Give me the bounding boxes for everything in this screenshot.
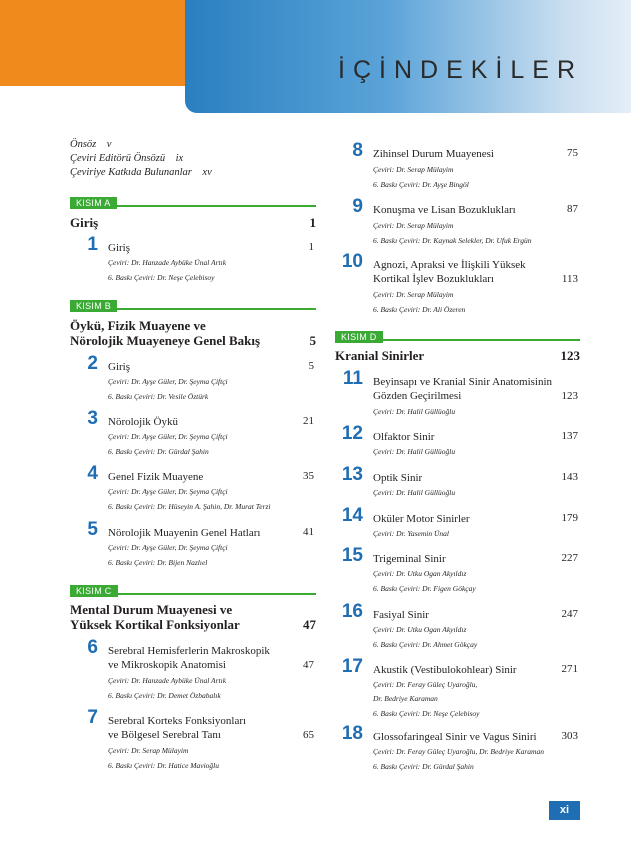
chapter-credit: Çeviri: Dr. Ayşe Güler, Dr. Şeyma Çiftçi <box>108 487 228 496</box>
chapter-credit: Çeviri: Dr. Serap Mülayim <box>108 746 189 755</box>
chapter-page: 75 <box>567 147 578 159</box>
chapter-title[interactable]: Fasiyal Sinir <box>373 609 429 621</box>
chapter-number: 8 <box>352 140 363 161</box>
chapter-number: 7 <box>87 707 98 728</box>
chapter-page: 143 <box>561 471 578 483</box>
header-orange-block <box>0 0 185 86</box>
chapter-title[interactable]: Olfaktor Sinir <box>373 431 435 443</box>
chapter-title[interactable]: Oküler Motor Sinirler <box>373 513 470 525</box>
chapter-number: 12 <box>341 423 363 444</box>
chapter-number: 13 <box>341 464 363 485</box>
chapter-credit: Çeviri: Dr. Serap Mülayim <box>373 221 454 230</box>
section-title-kranial[interactable]: Kranial Sinirler <box>335 348 425 363</box>
chapter-number: 16 <box>341 601 363 622</box>
kisim-a-label: KISIM A <box>70 197 117 209</box>
kisim-d-label: KISIM D <box>335 331 383 343</box>
chapter-number: 6 <box>87 637 98 658</box>
section-title-mental[interactable]: Mental Durum Muayenesi ve Yüksek Kortikal Fonksiyonlar <box>70 602 240 632</box>
chapter-credit: Çeviri: Dr. Ayşe Güler, Dr. Şeyma Çiftçi <box>108 432 228 441</box>
chapter-page: 41 <box>303 526 314 538</box>
section-page: 5 <box>309 333 316 348</box>
chapter-credit: Çeviri: Dr. Halil Güllüoğlu <box>373 407 456 416</box>
chapter-credit: 6. Baskı Çeviri: Dr. Figen Gökçay <box>373 584 476 593</box>
chapter-page: 47 <box>303 659 314 671</box>
chapter-credit: Çeviri: Dr. Feray Güleç Uyaroğlu, <box>373 680 478 689</box>
chapter-page: 87 <box>567 203 578 215</box>
chapter-number: 18 <box>341 723 363 744</box>
kisim-c-label: KISIM C <box>70 585 118 597</box>
chapter-title[interactable]: Genel Fizik Muayene <box>108 471 204 483</box>
chapter-number: 9 <box>352 196 363 217</box>
kisim-a-bar <box>70 193 316 207</box>
chapter-credit: Çeviri: Dr. Ayşe Güler, Dr. Şeyma Çiftçi <box>108 543 228 552</box>
chapter-page: 1 <box>308 241 314 253</box>
chapter-title[interactable]: Trigeminal Sinir <box>373 553 446 565</box>
page-number-badge: xi <box>549 801 580 820</box>
section-page: 123 <box>560 348 580 363</box>
chapter-number: 5 <box>87 519 98 540</box>
chapter-credit: Çeviri: Dr. Halil Güllüoğlu <box>373 488 456 497</box>
chapter-credit: 6. Baskı Çeviri: Dr. Hatice Mavioğlu <box>108 761 220 770</box>
chapter-title[interactable]: Optik Sinir <box>373 472 423 484</box>
chapter-page: 179 <box>561 512 578 524</box>
page-title: İÇİNDEKİLER <box>338 56 583 84</box>
chapter-number: 4 <box>87 463 98 484</box>
chapter-number: 10 <box>341 251 363 272</box>
chapter-credit: 6. Baskı Çeviri: Dr. Bijen Nazlıel <box>108 558 208 567</box>
chapter-title[interactable]: Glossofaringeal Sinir ve Vagus Siniri <box>373 731 537 743</box>
kisim-d-bar <box>335 327 580 341</box>
chapter-title[interactable]: Giriş <box>108 361 130 373</box>
chapter-page: 247 <box>561 608 578 620</box>
chapter-title[interactable]: Serebral Korteks Fonksiyonları ve Bölgesel Serebral Tanı <box>108 715 247 741</box>
chapter-title[interactable]: Konuşma ve Lisan Bozuklukları <box>373 204 516 216</box>
chapter-page: 137 <box>561 430 578 442</box>
kisim-b-label: KISIM B <box>70 300 117 312</box>
chapter-credit: Çeviri: Dr. Utku Ogan Akyıldız <box>373 625 467 634</box>
chapter-page: 35 <box>303 470 314 482</box>
chapter-page: 271 <box>561 663 578 675</box>
chapter-number: 2 <box>87 353 98 374</box>
chapter-page: 5 <box>308 360 314 372</box>
chapter-credit: Çeviri: Dr. Hanzade Aybüke Ünal Artık <box>108 676 227 685</box>
kisim-b-bar <box>70 296 316 310</box>
chapter-credit: Çeviri: Dr. Ayşe Güler, Dr. Şeyma Çiftçi <box>108 377 228 386</box>
chapter-credit: Çeviri: Dr. Hanzade Aybüke Ünal Artık <box>108 258 227 267</box>
chapter-title[interactable]: Nörolojik Öykü <box>108 416 178 428</box>
front-matter-ceviri-editoru[interactable]: Çeviri Editörü Önsözü ix <box>70 153 184 164</box>
chapter-page: 123 <box>561 390 578 402</box>
chapter-credit: 6. Baskı Çeviri: Dr. Gürdal Şahin <box>373 762 474 771</box>
chapter-credit: 6. Baskı Çeviri: Dr. Ali Özeren <box>373 305 466 314</box>
front-matter-katkida[interactable]: Çeviriye Katkıda Bulunanlar xv <box>70 167 212 178</box>
chapter-page: 113 <box>561 273 578 285</box>
chapter-title[interactable]: Akustik (Vestibulokohlear) Sinir <box>373 664 517 676</box>
chapter-credit: Çeviri: Dr. Yasemin Ünal <box>373 529 449 538</box>
section-page: 47 <box>303 617 316 632</box>
chapter-credit: 6. Baskı Çeviri: Dr. Neşe Çelebisoy <box>108 273 215 282</box>
chapter-credit: 6. Baskı Çeviri: Dr. Ahmet Gökçay <box>373 640 478 649</box>
chapter-credit: 6. Baskı Çeviri: Dr. Neşe Çelebisoy <box>373 709 480 718</box>
chapter-number: 11 <box>342 368 363 389</box>
chapter-credit: Çeviri: Dr. Halil Güllüoğlu <box>373 447 456 456</box>
section-title-giris[interactable]: Giriş <box>70 215 99 230</box>
chapter-credit: Çeviri: Dr. Serap Mülayim <box>373 290 454 299</box>
section-title-oyku[interactable]: Öykü, Fizik Muayene ve Nörolojik Muayeneye Genel Bakış <box>70 318 261 348</box>
chapter-page: 21 <box>303 415 314 427</box>
chapter-title[interactable]: Nörolojik Muayenin Genel Hatları <box>108 527 261 539</box>
chapter-number: 3 <box>87 408 98 429</box>
chapter-title[interactable]: Giriş <box>108 242 130 254</box>
chapter-title[interactable]: Beyinsapı ve Kranial Sinir Anatomisinin Gözden Geçirilmesi <box>373 376 553 402</box>
chapter-number: 17 <box>341 656 363 677</box>
chapter-number: 14 <box>341 505 363 526</box>
chapter-credit: Çeviri: Dr. Serap Mülayim <box>373 165 454 174</box>
chapter-credit: 6. Baskı Çeviri: Dr. Kaynak Selekler, Dr. Ufuk Ergün <box>373 236 532 245</box>
chapter-credit: Çeviri: Dr. Feray Güleç Uyaroğlu, Dr. Bedriye Karaman <box>373 747 544 756</box>
front-matter-onsoz[interactable]: Önsöz v <box>70 139 112 150</box>
chapter-credit: Dr. Bedriye Karaman <box>373 694 438 703</box>
chapter-title[interactable]: Agnozi, Apraksi ve İlişkili Yüksek Kortikal İşlev Bozuklukları <box>373 259 526 285</box>
chapter-credit: 6. Baskı Çeviri: Dr. Hüseyin A. Şahin, Dr. Murat Terzi <box>108 502 271 511</box>
chapter-credit: 6. Baskı Çeviri: Dr. Demet Özbabalık <box>108 691 221 700</box>
chapter-credit: 6. Baskı Çeviri: Dr. Gürdal Şahin <box>108 447 209 456</box>
chapter-page: 303 <box>561 730 578 742</box>
chapter-credit: 6. Baskı Çeviri: Dr. Ayşe Bingöl <box>373 180 469 189</box>
chapter-title[interactable]: Zihinsel Durum Muayenesi <box>373 148 494 160</box>
chapter-credit: 6. Baskı Çeviri: Dr. Vesile Öztürk <box>108 392 209 401</box>
chapter-number: 15 <box>341 545 363 566</box>
section-page: 1 <box>309 215 316 230</box>
chapter-title[interactable]: Serebral Hemisferlerin Makroskopik ve Mikroskopik Anatomisi <box>108 645 270 671</box>
chapter-number: 1 <box>87 234 98 255</box>
chapter-credit: Çeviri: Dr. Utku Ogan Akyıldız <box>373 569 467 578</box>
kisim-c-bar <box>70 581 316 595</box>
chapter-page: 227 <box>561 552 578 564</box>
chapter-page: 65 <box>303 729 314 741</box>
